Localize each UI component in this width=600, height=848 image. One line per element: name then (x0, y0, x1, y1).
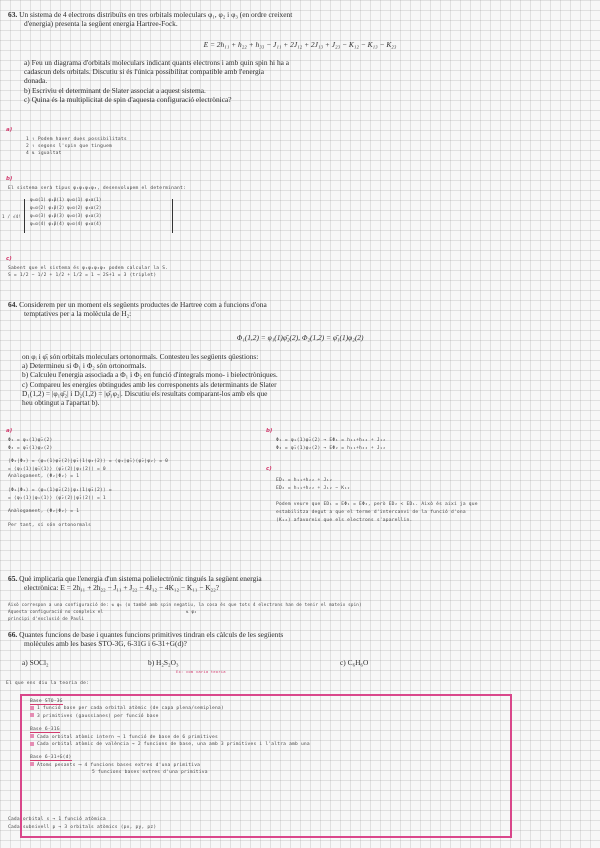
answer-line: Sabent que el sistema és φ₁φ₁φ₂φ₃ podem calcular la S. (8, 266, 169, 271)
option-c: c) C₆H₆O (340, 658, 369, 667)
section-title: Base 6-31+G(d) (30, 755, 72, 761)
section-title: Base 6-31G (30, 727, 60, 733)
handwritten-answer (8, 437, 168, 529)
theory-line: 1 funció base per cada orbital atòmic (de capa plena/semiplena) (37, 706, 224, 712)
answer-line: Φ₂ = φ̄₁(1)φ₂(2) → EΦ₂ = h₁₁+h₂₂ + J₁₂ (276, 446, 386, 451)
answer-line: Cada orbital s → 1 funció atòmica (8, 817, 106, 822)
question-a-cont: cadascun dels orbitals. Discutiu si és l'única possibilitat compatible amb l'energia (24, 67, 264, 77)
theory-line: Àtoms pesants (37, 762, 76, 768)
answer-line: 2 ↿ segons l'spin que tinguem (26, 144, 113, 149)
question-c-cont: heu obtingut a l'apartat b). (22, 398, 100, 408)
bullet-icon (30, 706, 34, 710)
answer-label-c: c) (6, 256, 12, 262)
answer-line: Anàlogament, ⟨Φ₂|Φ₂⟩ = 1 (8, 509, 80, 515)
equation: Φ₁(1,2) = φ₁(1)φ̄₂(2), Φ₂(1,2) = φ̄₁(1)φ₂(2) (236, 333, 364, 342)
determinant-row: φ₁α(4) φ₁β(4) φ₂α(4) φ₃α(4) (30, 222, 102, 227)
problem-text: Què implicaria que l'energia d'un sistema polielectrònic tingués la següent energia (19, 574, 262, 583)
handwritten-answer (26, 136, 127, 157)
bullet-icon (30, 762, 34, 766)
answer-label-b: b) (266, 428, 273, 434)
answer-line: ⟨Φ₁|Φ₁⟩ = ⟨φ₁(1)φ̄₂(2)|φ₁(1)φ̄₂(2)⟩ = (8, 487, 112, 493)
question-c: c) Quina és la multiplicitat de spin d'aquesta configuració electrònica? (24, 94, 232, 104)
handwritten-answer: El sistema serà tipus φ₁φ₁φ₂φ₃, desenvolupem el determinant: (8, 186, 186, 191)
theory-line: Cada orbital atòmic intern → 1 funció de base de 6 primitives (37, 734, 218, 740)
question-list (22, 352, 582, 407)
handwritten-footer (8, 816, 156, 832)
answer-line: Φ₂ = φ̄₁(1)φ₂(2) (8, 445, 53, 451)
answer-line: Aquesta configuració no compleix el (8, 609, 104, 614)
question-b: b) Escriviu el determinant de Slater associat a aquest sistema. (24, 85, 206, 95)
problem-text: electrònica: E = 2h₁₁ + 2h₂₂ − J₁₁ + J₂₂ − 4J₁₂ − 4K₁₂ − K₁₁ − K₂₂? (24, 583, 220, 593)
option-b: b) H₂S₂O₃ (148, 658, 179, 667)
question-a: a) Determineu si Φ₁ i Φ₂ són ortonormals. (22, 361, 147, 371)
problem-text: temptatives per a la molècula de H₂: (24, 309, 132, 319)
answer-label-a: a) (6, 127, 13, 133)
orbital-diagram: ⇅ φ₂ (186, 609, 197, 614)
answer-line: 1 ↿ Podem haver dues possibilitats (26, 137, 127, 142)
determinant-row: φ₁α(1) φ₁β(1) φ₂α(1) φ₃α(1) (30, 198, 102, 203)
handwritten-answer (8, 601, 362, 622)
answer-label-a: a) (6, 428, 13, 434)
answer-line: 4 ⇅ igualtat (26, 151, 62, 156)
problem-number: 66. (8, 630, 18, 639)
bullet-icon (30, 734, 34, 738)
question-a: a) Feu un diagrama d'orbitals moleculars indicant quants electrons i amb quin spin hi ha a (24, 58, 290, 67)
problem-number: 63. (8, 10, 18, 19)
problem-text: on φᵢ i φ̄ᵢ són orbitals moleculars ortonormals. Contesteu les següents qüestions: (22, 352, 259, 361)
determinant-row: φ₁α(2) φ₁β(2) φ₂α(2) φ₃α(2) (30, 206, 102, 211)
answer-line: = ⟨φ₁(1)|φ₁(1)⟩ ⟨φ̄₂(2)|φ̄₂(2)⟩ = 1 (8, 495, 106, 501)
question-a-cont: donada. (24, 76, 48, 86)
problem-63 (8, 10, 593, 28)
question-list (24, 58, 584, 104)
problem-text: Un sistema de 4 electrons distribuïts en tres orbitals moleculars φ₁, φ₂ i φ₃ (en ordre creixent (19, 10, 293, 19)
theory-line: 3 primitives (gaussianes) per funció base (37, 713, 159, 719)
slater-determinant (30, 197, 101, 229)
problem-text: Considerem per un moment els següents productes de Hartree com a funcions d'ona (19, 300, 267, 309)
answer-line: ED₁ = h₁₁+h₂₂ + J₁₂ (276, 478, 333, 483)
answer-label-b: b) (6, 176, 13, 182)
answer-line: ⟨Φ₁|Φ₂⟩ = ⟨φ₁(1)φ̄₂(2)|φ̄₁(1)φ₂(2)⟩ = ⟨φ₁|φ̄₁⟩⟨φ̄₂|φ₂⟩ = 0 (8, 459, 169, 465)
answer-line: Φ₁ = φ₁(1)φ̄₂(2) → EΦ₁ = h₁₁+h₂₂ + J₁₂ (276, 438, 386, 443)
theory-line: 5 funcions bases extres d'una primitiva (92, 770, 208, 776)
handwritten-answer (276, 437, 386, 453)
problem-text: molècules amb les bases STO-3G, 6-31G i 6-31+G(d)? (24, 639, 187, 649)
theory-line: Cada orbital atòmic de valència → 2 funcions de base, una amb 3 primitives i l'altra amb una (37, 742, 310, 748)
handwritten-answer (276, 477, 478, 525)
question-c: c) Compareu les energies obtingudes amb les corresponents als determinants de Slater (22, 379, 277, 389)
answer-line: estabilitza degut a que el terme d'intercanvi de la funció d'ona (276, 510, 466, 515)
problem-66 (8, 630, 593, 648)
equation: E = 2h₁₁ + h₂₂ + h₃₃ − J₁₁ + 2J₁₂ + 2J₁₃ + J₂₃ − K₁₂ − K₁₃ − K₂₃ (203, 40, 397, 49)
answer-line: Això correspon a una configuració de: ⇅ φ₁ (o també amb spin negatiu, la cosa és que tots 4 electrons han de tenir el mateix spin) (8, 602, 362, 607)
annotation-note: Ex: com varia teoria (176, 669, 226, 674)
determinant-bar (172, 199, 173, 233)
determinant-prefactor: 1 / √4! (2, 214, 22, 219)
answer-line: (K₁₂) afavoreix que els electrons s'aparellin. (276, 518, 413, 523)
problem-text: Quantes funcions de base i quantes funcions primitives tindran els càlculs de les següents (19, 630, 284, 639)
problem-text: d'energia) presenta la següent energia Hartree-Fock. (24, 19, 178, 29)
problem-65 (8, 574, 593, 592)
problem-number: 65. (8, 574, 18, 583)
handwritten-answer: El que ens diu la teoria de: (6, 681, 90, 686)
bullet-icon (30, 713, 34, 717)
answer-line: Cada subnivell p → 3 orbitals atòmics (px, py, pz) (8, 825, 157, 830)
answer-line: principi d'exclusió de Pauli (8, 616, 85, 621)
answer-line: = ⟨φ₁(1)|φ̄₁(1)⟩ ⟨φ̄₂(2)|φ₂(2)⟩ = 0 (8, 466, 106, 472)
determinant-bar (24, 199, 25, 233)
bullet-icon (30, 742, 34, 746)
answer-line: S = 1/2 − 1/2 + 1/2 + 1/2 = 1 → 2S+1 = 3 (triplet) (8, 273, 157, 278)
answer-line: Per tant, sí són ortonormals (8, 522, 92, 528)
answer-label-c: c) (266, 466, 272, 472)
problem-number: 64. (8, 300, 18, 309)
question-b: b) Calculeu l'energia associada a Φ₁ i Φ₂ en funció d'integrals mono- i bielectròniques. (22, 370, 278, 380)
handwritten-answer (8, 265, 168, 279)
determinant-row: φ₁α(3) φ₁β(3) φ₂α(3) φ₃α(3) (30, 214, 102, 219)
option-a: a) SOCl₂ (22, 658, 49, 667)
theory-line: 4 funcions bases extres d'una primitiva (84, 762, 201, 768)
answer-line: Anàlogament, ⟨Φ₂|Φ₂⟩ = 1 (8, 474, 80, 480)
answer-line: Podem veure que ED₁ = EΦ₁ = EΦ₂, però ED₂ < ED₁. Això és així ja que (276, 502, 478, 507)
problem-64 (8, 300, 593, 318)
section-title: Base STO-3G (30, 699, 63, 704)
answer-line: Φ₁ = φ₁(1)φ̄₂(2) (8, 438, 53, 443)
theory-content: Base STO-3G 1 funció base per cada orbital atòmic (de capa plena/semiplena) 3 primitives (gaussianes) per funció base Base 6-31G Cada orbital atòmic intern → 1 funció de base de 6 primitives Cada orbital atòmic de valència → 2 funcions de base, una amb 3 primitives i l'altra amb una Base 6-31+G(d) Àtoms pesants ⟶ 4 funcions bases extres d'una primitiva 5 funcions bases extres d'una primitiva (30, 699, 310, 776)
answer-line: ED₂ = h₁₁+h₂₂ + J₁₂ − K₁₂ (276, 486, 351, 491)
question-c-cont: D₁(1,2) = |φ₁φ̄₂| i D₂(1,2) = |φ̄₁φ₂|. Discutiu els resultats comparant-los amb els que (22, 388, 268, 398)
